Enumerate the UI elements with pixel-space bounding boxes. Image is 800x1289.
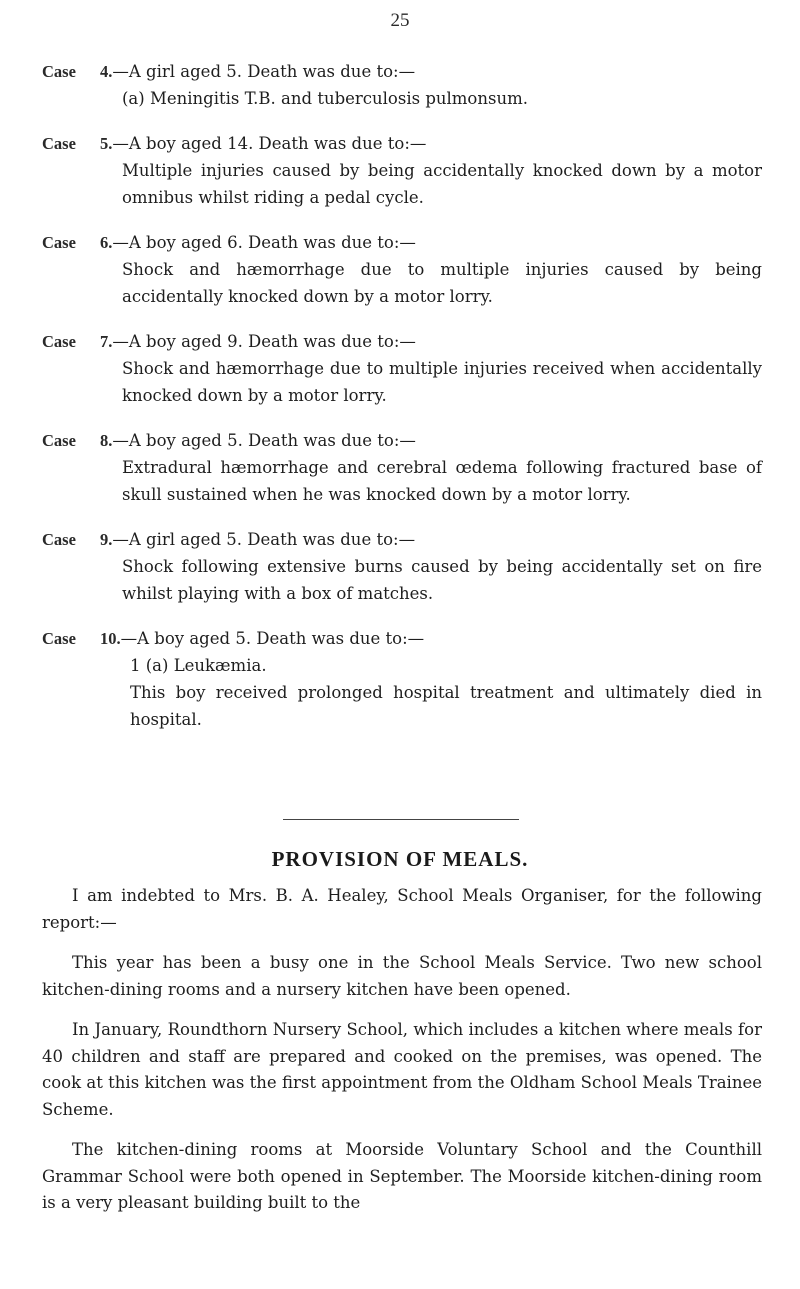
case-number: 9. (100, 530, 113, 549)
case-label: Case (42, 134, 76, 153)
case-detail: Shock and hæmorrhage due to multiple injuries received when accidentally knocked down by a motor lorry. (122, 359, 762, 405)
case-detail: Shock following extensive burns caused by being accidentally set on fire whilst playing with a box of matches. (122, 557, 762, 603)
case-detail: This boy received prolonged hospital treatment and ultimately died in hospital. (130, 683, 762, 729)
case-intro: 7.—A boy aged 9. Death was due to:— (100, 332, 416, 351)
case-detail: Extradural hæmorrhage and cerebral œdema following fractured base of skull sustained when he was knocked down by a motor lorry. (122, 458, 762, 504)
section-body (42, 883, 762, 1231)
case-intro: 9.—A girl aged 5. Death was due to:— (100, 530, 416, 549)
section-title: PROVISION OF MEALS. (271, 847, 529, 871)
case-number: 7. (100, 332, 113, 351)
case-intro: 8.—A boy aged 5. Death was due to:— (100, 431, 416, 450)
case-entry (42, 130, 762, 211)
case-entry (42, 526, 762, 607)
case-number: 8. (100, 431, 113, 450)
section-divider (283, 819, 519, 820)
case-detail: 1 (a) Leukæmia. (130, 656, 267, 675)
case-detail: Shock and hæmorrhage due to multiple injuries caused by being accidentally knocked down by a motor lorry. (122, 260, 762, 306)
case-label: Case (42, 431, 76, 450)
case-number: 5. (100, 134, 113, 153)
case-entry (42, 328, 762, 409)
case-intro: 4.—A girl aged 5. Death was due to:— (100, 62, 416, 81)
case-label: Case (42, 62, 76, 81)
case-entry (42, 427, 762, 508)
case-detail: (a) Meningitis T.B. and tuberculosis pulmonsum. (122, 89, 528, 108)
case-label: Case (42, 530, 76, 549)
case-label: Case (42, 332, 76, 351)
case-entry (42, 229, 762, 310)
page-number: 25 (390, 10, 410, 31)
case-intro: 5.—A boy aged 14. Death was due to:— (100, 134, 427, 153)
case-intro: 10.—A boy aged 5. Death was due to:— (100, 629, 425, 648)
paragraph: In January, Roundthorn Nursery School, which includes a kitchen where meals for 40 children and staff are prepared and cooked on the premises, was opened. The cook at this kitchen was the first appointment from the Oldham School Meals Trainee Scheme. (42, 1020, 762, 1119)
paragraph: The kitchen-dining rooms at Moorside Voluntary School and the Counthill Grammar School were both opened in September. The Moorside kitchen-dining room is a very pleasant building built to the (42, 1140, 762, 1212)
case-number: 6. (100, 233, 113, 252)
case-entry (42, 625, 762, 733)
case-detail: Multiple injuries caused by being accidentally knocked down by a motor omnibus whilst riding a pedal cycle. (122, 161, 762, 207)
case-list (42, 58, 762, 751)
case-label: Case (42, 233, 76, 252)
paragraph: I am indebted to Mrs. B. A. Healey, School Meals Organiser, for the following report:— (42, 886, 762, 932)
case-label: Case (42, 629, 76, 648)
case-entry (42, 58, 762, 112)
case-number: 4. (100, 62, 113, 81)
case-number: 10. (100, 629, 121, 648)
paragraph: This year has been a busy one in the School Meals Service. Two new school kitchen-dining rooms and a nursery kitchen have been opened. (42, 953, 762, 999)
case-intro: 6.—A boy aged 6. Death was due to:— (100, 233, 416, 252)
